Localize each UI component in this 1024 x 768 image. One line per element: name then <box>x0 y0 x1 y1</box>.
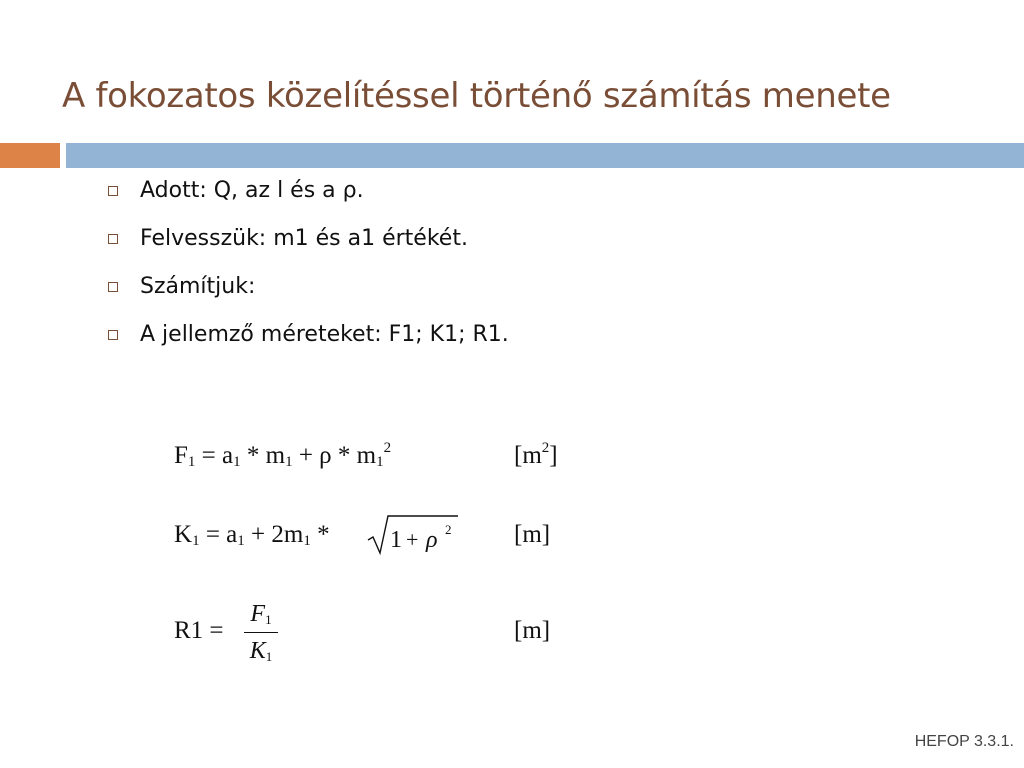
formula-f1-lhs: F <box>174 442 188 469</box>
list-item <box>108 214 509 262</box>
formula-k1-lhs-sub: 1 <box>192 533 200 549</box>
formula-k1-a-sub: 1 <box>237 533 245 549</box>
footer-label: HEFOP 3.3.1. <box>914 733 1014 750</box>
formula-k1-m-sub: 1 <box>303 533 311 549</box>
bullet-text: Számítjuk: <box>140 273 256 299</box>
sqrt-exp: 2 <box>445 522 452 537</box>
formula-k1-lhs: K <box>174 521 193 548</box>
denominator-k: K <box>249 638 266 664</box>
accent-bar-orange <box>0 143 60 168</box>
fraction-denominator <box>244 635 278 667</box>
formula-f1-eq: = a <box>195 442 234 469</box>
list-item <box>108 310 509 358</box>
sqrt-one: 1 <box>390 527 402 553</box>
bullet-list <box>108 166 509 358</box>
square-bullet-icon <box>108 186 118 196</box>
formula-f1-m-sub: 1 <box>285 454 293 470</box>
formula-f1 <box>174 440 391 471</box>
slide-title: A fokozatos közelítéssel történő számítás menete <box>62 76 891 116</box>
square-bullet-icon <box>108 330 118 340</box>
fraction-f1-over-k1 <box>244 598 278 667</box>
square-bullet-icon <box>108 234 118 244</box>
bullet-text: Adott: Q, az l és a ρ. <box>140 177 364 203</box>
list-item <box>108 262 509 310</box>
square-root-expression <box>366 510 466 556</box>
formula-f1-unit-pre: [m <box>514 442 542 469</box>
numerator-sub: 1 <box>265 612 272 627</box>
formula-f1-m2-sub: 1 <box>376 454 384 470</box>
denominator-sub: 1 <box>265 649 273 664</box>
list-item <box>108 166 509 214</box>
formula-f1-unit-sup: 2 <box>541 440 550 456</box>
accent-bar-blue <box>66 143 1024 168</box>
fraction-numerator <box>244 598 278 630</box>
formula-f1-mid: * m <box>240 442 286 469</box>
formula-f1-exp: 2 <box>383 440 392 456</box>
formula-k1-mid: + 2m <box>244 521 304 548</box>
square-bullet-icon <box>108 282 118 292</box>
formula-k1-star: * <box>310 521 330 548</box>
formula-f1-unit <box>514 440 558 470</box>
bullet-text: A jellemző méreteket: F1; K1; R1. <box>140 321 509 347</box>
sqrt-rho: ρ <box>426 527 438 553</box>
formula-k1-unit: [m] <box>514 521 551 548</box>
sqrt-plus: + <box>406 527 419 552</box>
formula-f1-lhs-sub: 1 <box>187 454 196 470</box>
formula-r1-lhs: R1 = <box>174 617 224 644</box>
formula-r1-unit: [m] <box>514 617 551 644</box>
formula-f1-plus: + ρ * m <box>292 442 377 469</box>
numerator-f: F <box>250 601 266 627</box>
formula-f1-a-sub: 1 <box>233 454 241 470</box>
formula-f1-unit-post: ] <box>549 442 558 469</box>
formula-k1-eq: = a <box>199 521 238 548</box>
formula-k1 <box>174 521 330 550</box>
bullet-text: Felvesszük: m1 és a1 értékét. <box>140 225 468 251</box>
fraction-bar <box>244 632 278 633</box>
